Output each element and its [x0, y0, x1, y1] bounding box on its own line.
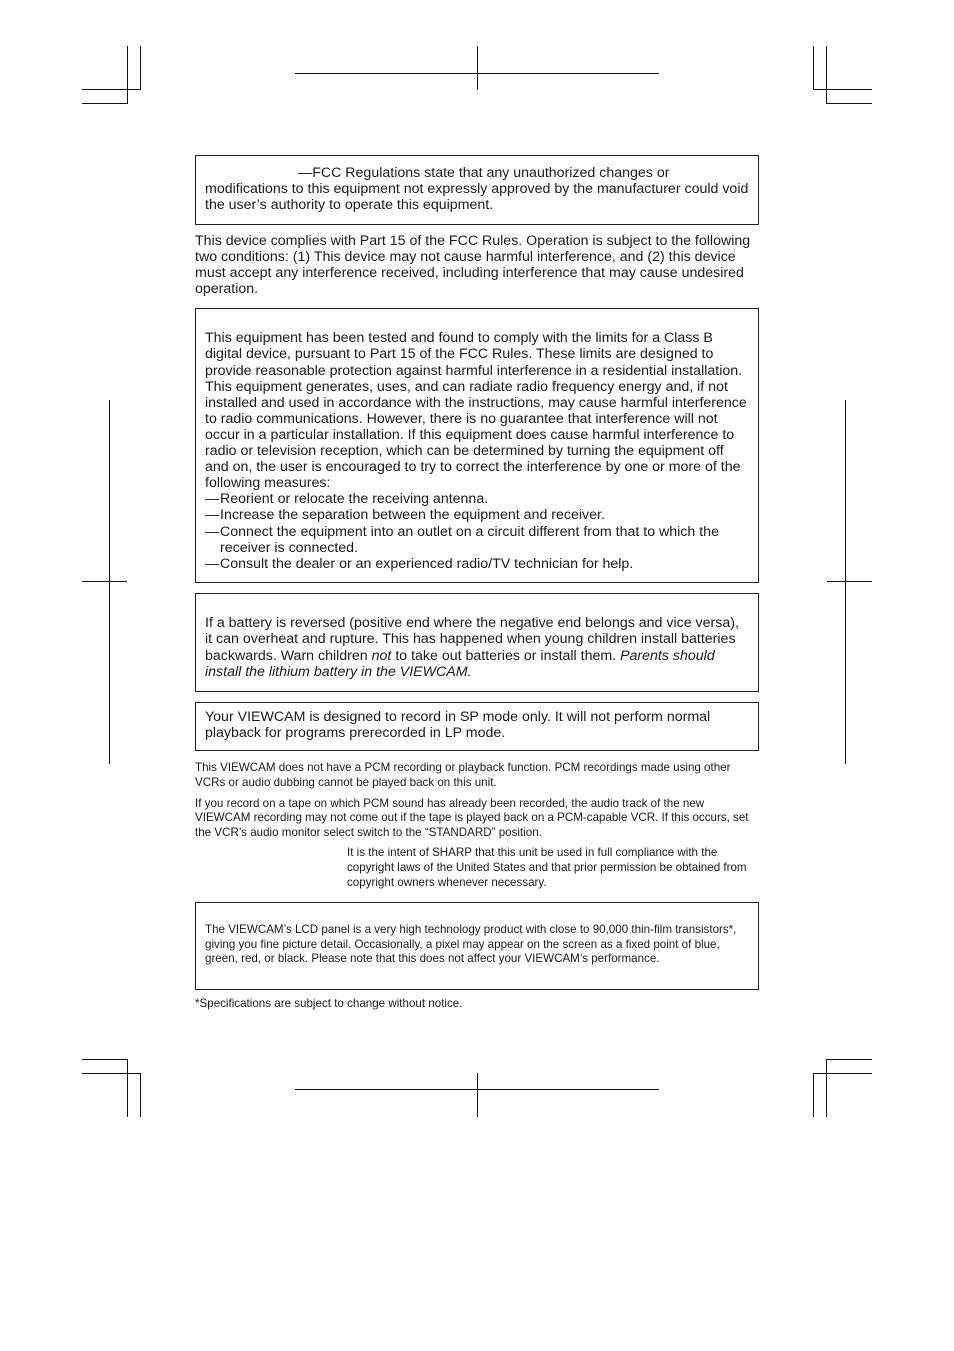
lcd-panel-text: The VIEWCAM’s LCD panel is a very high technology product with close to 90,000 thin-film transistors*, giving you fine picture detail. Occasionally, a pixel may appear on the screen as a fixed point of blue, green, red, or black. Please note that this does not affect your VIEWCAM’s performance. — [205, 923, 737, 966]
crop-mark — [82, 1059, 128, 1060]
crop-mark — [813, 1073, 814, 1117]
crop-mark — [109, 400, 110, 764]
dash-bullet: — — [205, 491, 220, 508]
pcm-paragraph-1: This VIEWCAM does not have a PCM recording or playback function. PCM recordings made using other VCRs or audio dubbing cannot be played back on this unit. — [195, 761, 731, 789]
pcm-paragraph-2: If you record on a tape on which PCM sound has already been recorded, the audio track of the new VIEWCAM recording may not come out if the tape is played back on a PCM-capable VCR. If this occurs, set the VCR’s audio monitor select switch to the “STANDARD” position. — [195, 796, 749, 839]
crop-mark — [82, 581, 127, 582]
crop-mark — [813, 1073, 872, 1074]
crop-mark — [140, 46, 141, 90]
list-item — [205, 491, 749, 507]
dash-bullet: — — [205, 555, 220, 572]
measure-text: Connect the equipment into an outlet on a circuit different from that to which the receiver is connected. — [220, 523, 719, 556]
crop-mark — [826, 103, 872, 104]
lcd-panel-box — [195, 902, 759, 990]
caution-box — [195, 155, 759, 225]
crop-mark — [140, 1073, 141, 1117]
sp-mode-text: Your VIEWCAM is designed to record in SP mode only. It will not perform normal playback for programs prerecorded in LP mode. — [205, 709, 711, 742]
battery-text-part: to take out batteries or install them. — [391, 647, 621, 664]
battery-text-part: If a battery is reversed (positive end where the negative end belongs and vice versa), it can overheat and rupture. This has happened when young children install batteries backwards. Warn children — [205, 615, 739, 664]
crop-mark — [127, 1059, 128, 1117]
crop-mark — [813, 46, 814, 90]
sp-mode-box — [195, 702, 759, 751]
crop-mark — [82, 1073, 141, 1074]
dash-bullet: — — [205, 507, 220, 524]
footnote: *Specifications are subject to change without notice. — [195, 997, 463, 1011]
crop-mark — [477, 1073, 478, 1117]
list-item — [205, 524, 749, 556]
dash-bullet: — — [205, 523, 220, 540]
list-item — [205, 507, 749, 523]
list-item — [205, 556, 749, 572]
battery-warning-box — [195, 593, 759, 692]
measures-list — [205, 491, 749, 571]
compliance-paragraph: This device complies with Part 15 of the FCC Rules. Operation is subject to the following two conditions: (1) This device may not cause harmful interference, and (2) this device must accept any interference received, including interference that may cause undesired operation. — [195, 233, 751, 298]
emphasis-parents: Parents should install the lithium battery in the VIEWCAM. — [205, 647, 715, 680]
battery-warning-text — [205, 615, 749, 679]
class-b-notice-box — [195, 308, 759, 583]
measure-text: Consult the dealer or an experienced radio/TV technician for help. — [220, 555, 634, 572]
crop-mark — [826, 1059, 872, 1060]
measure-text: Reorient or relocate the receiving antenna. — [220, 491, 489, 508]
class-b-body: This equipment has been tested and found to comply with the limits for a Class B digital device, pursuant to Part 15 of the FCC Rules. These limits are designed to provide reasonable protection against harmful interference in a residential installation. This equipment generates, uses, and can radiate radio frequency energy and, if not installed and used in accordance with the instructions, may cause harmful interference to radio communications. However, there is no guarantee that interference will not occur in a particular installation. If this equipment does cause harmful interference to radio or television reception, which can be determined by turning the equipment off and on, the user is encouraged to try to correct the interference by one or more of the following measures: — [205, 330, 747, 492]
crop-mark — [845, 400, 846, 764]
crop-mark — [826, 46, 827, 104]
copyright-paragraph: It is the intent of SHARP that this unit be used in full compliance with the copyright laws of the United States and that prior permission be obtained from copyright owners whenever necessary. — [347, 846, 747, 889]
crop-mark — [82, 89, 141, 90]
crop-mark — [477, 46, 478, 90]
crop-mark — [127, 46, 128, 104]
measure-text: Increase the separation between the equipment and receiver. — [220, 507, 605, 524]
crop-mark — [82, 103, 128, 104]
crop-mark — [826, 1059, 827, 1117]
page-content — [195, 155, 759, 1012]
crop-mark — [813, 89, 872, 90]
caution-text: —FCC Regulations state that any unauthorized changes or modifications to this equipment not expressly approved by the manufacturer could void the user’s authority to operate this equipment. — [205, 165, 749, 214]
crop-mark — [827, 581, 872, 582]
emphasis-not: not — [371, 647, 392, 664]
